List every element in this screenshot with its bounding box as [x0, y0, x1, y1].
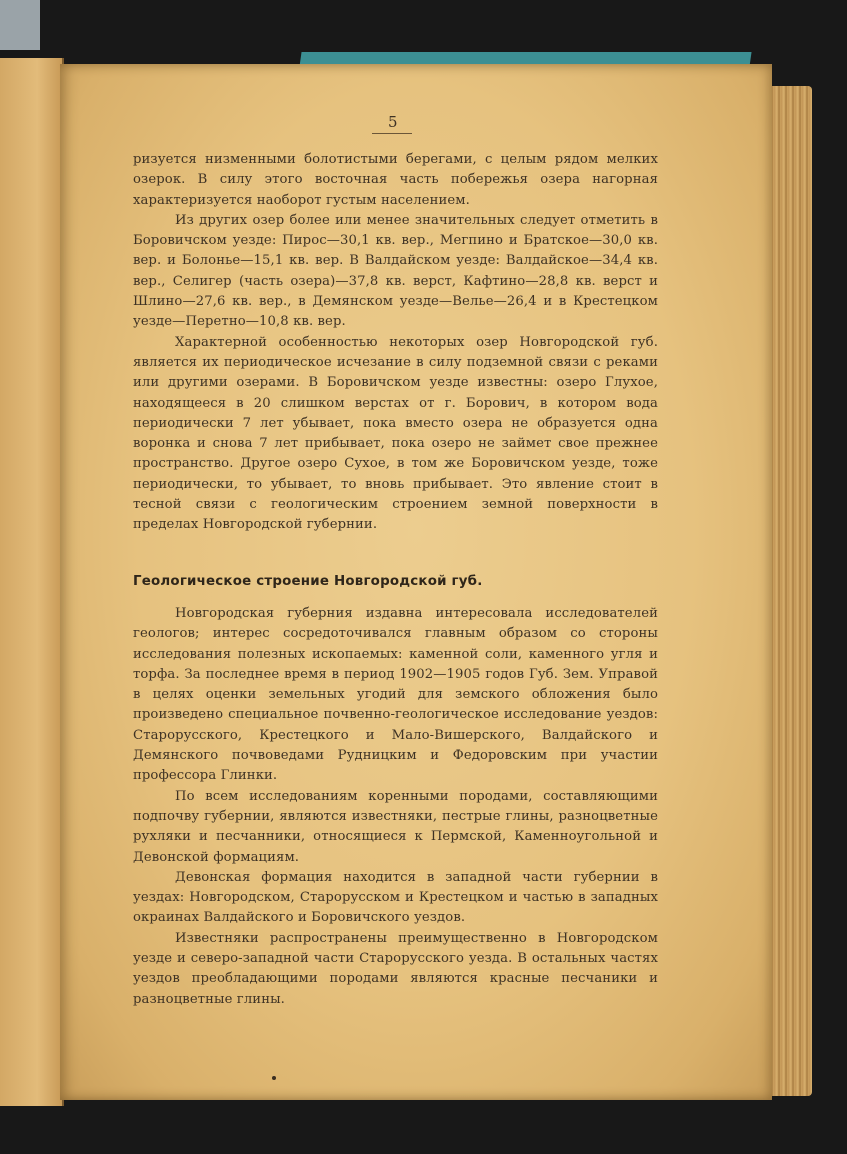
paragraph-disappearing-lakes: Характерной особенностью некоторых озер Новгородской губ. является их периодическое исчезание в силу подземной связи с реками или другими озерами. В Боровичском уезде известны: озеро Глухое, находящееся в 20 слишком верстах от г. Борович, в котором вода периодически 7 лет убывает, пока вместо озера не образуется одна воронка и снова 7 лет прибывает, пока озеро не займет свое прежнее пространство. Другое озеро Сухое, в том же Боровичском уезде, тоже периодически, то убывает, то вновь прибывает. Это явление стоит в тесной связи с геологическим строением земной поверхности в пределах Новгородской губернии. — [133, 334, 658, 533]
print-speck — [272, 1076, 276, 1080]
paragraph-continued: ризуется низменными болотистыми берегами, с целым рядом мелких озерок. В силу этого восточная часть побережья озера нагорная характеризуется наоборот густым населением. — [133, 152, 658, 208]
page-number: 5 — [388, 113, 398, 131]
section-heading: Геологическое строение Новгородской губ. — [133, 573, 483, 589]
left-page-edge — [0, 58, 64, 1106]
paragraph-limestones: Известняки распространены преимущественно в Новгородском уезде и северо-западной части Старорусского уезда. В остальных частях уездов преобладающими породами являются красные песчаники и разноцветные глины. — [133, 930, 658, 1007]
page-number-rule — [372, 133, 412, 134]
paragraph-geology-research: Новгородская губерния издавна интересовала исследователей геологов; интерес сосредоточивался главным образом со стороны исследования полезных ископаемых: каменной соли, каменного угля и торфа. За последнее время в период 1902—1905 годов Губ. Зем. Управой в целях оценки земельных угодий для земского обложения было произведено специальное почвенно-геологическое исследование уездов: Старорусского, Крестецкого и Мало-Вишерского, Валдайского и Демянского почвоведами Рудницким и Федоровским при участии профессора Глинки. — [133, 605, 658, 784]
paragraph-lakes: Из других озер более или менее значительных следует отметить в Боровичском уезде: Пирос—30,1 кв. вер., Мегпино и Братское—30,0 кв. вер. и Болонье—15,1 кв. вер. В Валдайском уезде: Валдайское—34,4 кв. вер., Селигер (часть озера)—37,8 кв. верст, Кафтино—28,8 кв. верст и Шлино—27,6 кв. вер., в Демянском уезде—Велье—26,4 и в Крестецком уезде—Перетно—10,8 кв. вер. — [133, 212, 658, 330]
paragraph-bedrock: По всем исследованиям коренными породами, составляющими подпочву губернии, являются известняки, пестрые глины, разноцветные рухляки и песчанники, относящиеся к Пермской, Каменноугольной и Девонской формациям. — [133, 788, 658, 865]
paragraph-devonian: Девонская формация находится в западной части губернии в уездах: Новгородском, Старорусском и Крестецком и частью в западных окраинах Валдайского и Боровичского уездов. — [133, 869, 658, 926]
background-strip — [0, 0, 40, 50]
page-text — [133, 150, 658, 1010]
